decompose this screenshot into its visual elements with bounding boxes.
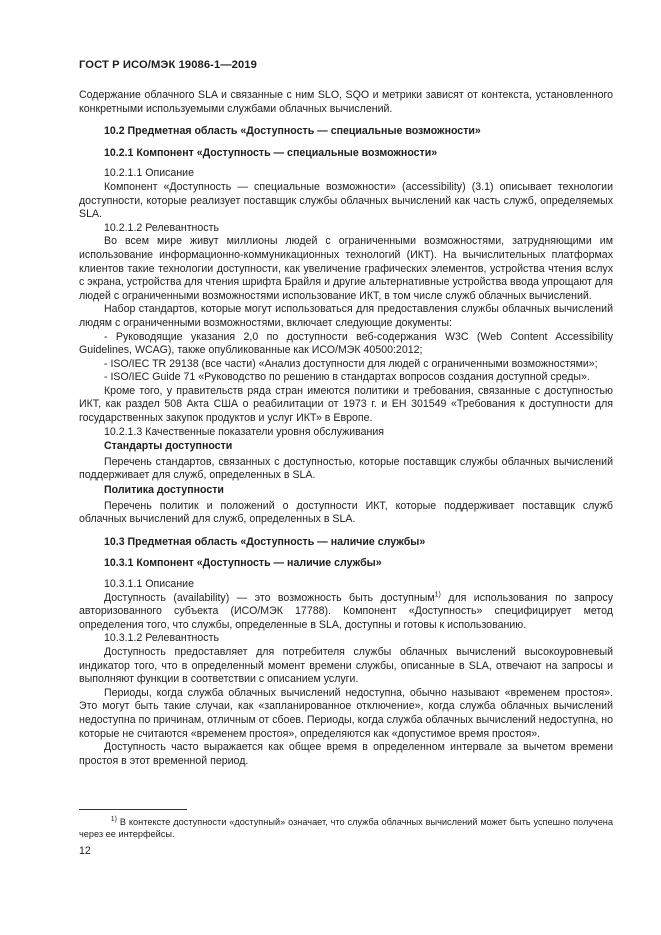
clause-10-2-1-1: 10.2.1.1 Описание — [104, 167, 194, 180]
list-item: - ISO/IEC TR 29138 (все части) «Анализ доступности для людей с ограниченными возможностями»; — [104, 357, 598, 370]
downtime-paragraph: Периоды, когда служба облачных вычислений недоступна, обычно называют «временем простоя». Это могут быть такие случаи, как «запланированное отключение», когда служба облачных вычислений недоступна по причинам, отличным от сбоев. Периоды, когда служба облачных вычислений недоступна, но которые не считаются «временем простоя», определяются как «допустимое время простоя». — [79, 686, 613, 740]
section-heading-10-3: 10.3 Предметная область «Доступность — наличие службы» — [104, 535, 426, 548]
availability-relevance: Доступность предоставляет для потребителя службы облачных вычислений высокоуровневый индикатор того, что в определенный момент времени службы, описанные в SLA, отвечают на запросы и выполняют функции в соответствии с описанием услуги. — [79, 645, 613, 686]
section-heading-10-2: 10.2 Предметная область «Доступность — специальные возможности» — [104, 125, 481, 138]
accessibility-description: Компонент «Доступность — специальные возможности» (accessibility) (3.1) описывает технологии доступности, которые реализует поставщик службы облачных вычислений как часть служб, определяемых SLA. — [79, 180, 613, 221]
policy-paragraph: Перечень политик и положений о доступности ИКТ, которые поддерживает поставщик служб облачных вычислений для служб, определенных в SLA. — [79, 499, 613, 526]
intro-paragraph: Содержание облачного SLA и связанные с ним SLO, SQO и метрики зависят от контекста, установленного конкретными используемыми службами облачных вычислений. — [79, 89, 613, 115]
availability-description-start: Доступность (availability) — это возможность быть доступным — [104, 591, 435, 604]
standards-set-paragraph: Набор стандартов, которые могут использоваться для предоставления службы облачных вычислений людям с ограниченными возможностями, включает следующие документы: — [79, 303, 613, 329]
clause-10-2-1-3: 10.2.1.3 Качественные показатели уровня обслуживания — [104, 425, 385, 438]
clause-10-3-1-2: 10.3.1.2 Релевантность — [104, 632, 219, 645]
government-policies-paragraph: Кроме того, у правительств ряда стран имеются политики и требования, связанные с доступностью ИКТ, как раздел 508 Акта США о реабилитации от 1973 г. и ЕН 301549 «Требования к доступности для государственных закупок продуктов и услуг ИКТ» в Европе. — [79, 384, 613, 425]
availability-expression: Доступность часто выражается как общее время в определенном интервале за вычетом времени простоя в этот временной период. — [79, 741, 613, 767]
list-item: - Руководящие указания 2,0 по доступности веб-содержания W3C (Web Content Accessibility Guidelines, WCAG), также опубликованные как ИСО/МЭК 40500:2012; — [79, 330, 613, 357]
footnote-separator — [79, 809, 187, 810]
availability-description-end: для использования по запросу авторизованного субъекта (ИСО/МЭК 17788). Компонент «Доступность» специфицирует метод определения того, что службы, определенные в SLA, доступны и готовы к использованию. — [79, 591, 613, 631]
standards-paragraph: Перечень стандартов, связанных с доступностью, которые поставщик службы облачных вычислений поддерживает для служб, определенных в SLA. — [79, 455, 613, 482]
policy-heading: Политика доступности — [104, 484, 224, 497]
footnote — [79, 816, 613, 840]
subsection-heading-10-2-1: 10.2.1 Компонент «Доступность — специальные возможности» — [104, 146, 438, 159]
accessibility-relevance: Во всем мире живут миллионы людей с ограниченными возможностями, затрудняющими им использование информационно-коммуникационных технологий (ИКТ). На вычислительных платформах клиентов такие технологии доступности, как увеличение графических элементов, устройства чтения вслух с экрана, устройства для чтения шрифта Брайля и другие альтернативные устройства ввода упрощают для людей с ограниченными возможностями использование ИКТ, в том числе служб облачных вычислений. — [79, 235, 613, 302]
footnote-text: В контексте доступности «доступный» означает, что служба облачных вычислений может быть успешно получена через ее интерфейсы. — [79, 817, 613, 839]
clause-10-2-1-2: 10.2.1.2 Релевантность — [104, 221, 219, 234]
footnote-marker: 1) — [110, 815, 117, 823]
document-header: ГОСТ Р ИСО/МЭК 19086-1—2019 — [79, 59, 257, 71]
subsection-heading-10-3-1: 10.3.1 Компонент «Доступность — наличие службы» — [104, 557, 382, 570]
clause-10-3-1-1: 10.3.1.1 Описание — [104, 578, 194, 590]
standards-heading: Стандарты доступности — [104, 440, 233, 453]
footnote-reference: 1) — [434, 591, 441, 599]
list-item: - ISO/IEC Guide 71 «Руководство по решению в стандартах вопросов создания доступной среды». — [104, 371, 590, 384]
page-number: 12 — [79, 845, 91, 857]
availability-description — [79, 592, 613, 633]
document-body — [79, 89, 613, 768]
